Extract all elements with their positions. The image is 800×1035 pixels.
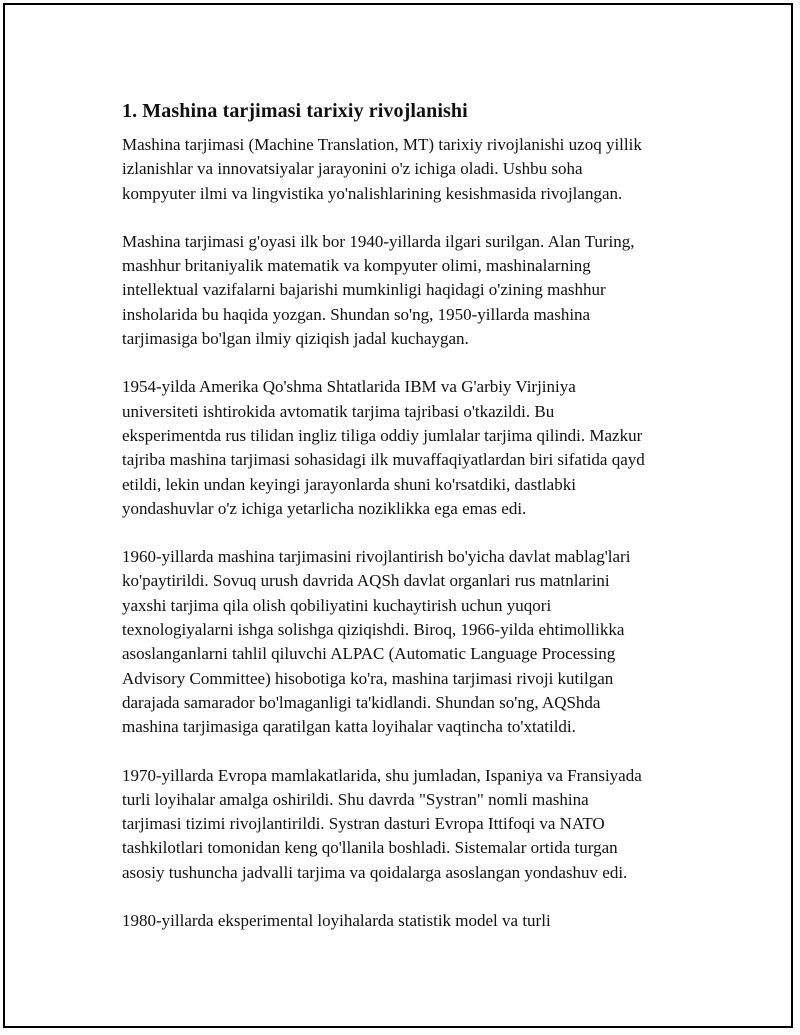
paragraph-1 [122,133,712,206]
section-title: 1. Mashina tarjimasi tarixiy rivojlanishi [122,100,468,122]
text-line: tashkilotlari tomonidan keng qo'llanila boshladi. Sistemalar ortida turgan [122,838,618,858]
paragraph-6 [122,909,712,933]
text-line: eksperimentda rus tilidan ingliz tiliga oddiy jumlalar tarjima qilindi. Mazkur [122,425,643,445]
text-line: mashina tarjimasiga qaratilgan katta loyihalar vaqtincha to'xtatildi. [122,717,576,737]
text-line: yondashuvlar o'z ichiga yetarlicha noziklikka ega emas edi. [122,498,527,518]
text-line: tajriba mashina tarjimasi sohasidagi ilk muvaffaqiyatlardan biri sifatida qayd [122,450,645,470]
paragraph-5 [122,764,712,885]
paragraph-2 [122,230,712,351]
text-line: 1960-yillarda mashina tarjimasini rivojlantirish bo'yicha davlat mablag'lari [122,547,631,567]
text-line: asoslanganlarni tahlil qiluvchi ALPAC (Automatic Language Processing [122,644,616,664]
paragraph-3 [122,375,712,521]
text-line: etildi, lekin undan keyingi jarayonlarda shuni ko'rsatdiki, dastlabki [122,474,576,494]
text-line: turli loyihalar amalga oshirildi. Shu davrda "Systran" nomli mashina [122,789,589,809]
text-line: darajada samarador bo'lmaganligi ta'kidlandi. Shundan so'ng, AQShda [122,692,601,712]
paragraph-4 [122,545,712,739]
document-body [122,97,712,957]
text-line: ko'paytirildi. Sovuq urush davrida AQSh davlat organlari rus matnlarini [122,571,610,591]
text-line: tarjimasi tizimi rivojlantirildi. Systran dasturi Evropa Ittifoqi va NATO [122,814,605,834]
text-line: texnologiyalarni ishga solishga qiziqishdi. Biroq, 1966-yilda ehtimollikka [122,620,625,640]
text-line: 1970-yillarda Evropa mamlakatlarida, shu jumladan, Ispaniya va Fransiyada [122,765,642,785]
text-line: asosiy tushuncha jadvalli tarjima va qoidalarga asoslangan yondashuv edi. [122,862,628,882]
text-line: 1954-yilda Amerika Qo'shma Shtatlarida IBM va G'arbiy Virjiniya [122,377,576,397]
text-line: Mashina tarjimasi (Machine Translation, MT) tarixiy rivojlanishi uzoq yillik [122,135,642,154]
text-line: tarjimasiga bo'lgan ilmiy qiziqish jadal kuchaygan. [122,329,469,349]
text-line: 1980-yillarda eksperimental loyihalarda statistik model va turli [122,911,551,931]
text-line: insholarida bu haqida yozgan. Shundan so'ng, 1950-yillarda mashina [122,304,591,324]
text-line: Advisory Committee) hisobotiga ko'ra, mashina tarjimasi rivoji kutilgan [122,668,614,688]
text-line: izlanishlar va innovatsiyalar jarayonini o'z ichiga oladi. Ushbu soha [122,159,583,179]
text-line: yaxshi tarjima qila olish qobiliyatini kuchaytirish uchun yuqori [122,595,552,615]
text-line: mashhur britaniyalik matematik va kompyuter olimi, mashinalarning [122,256,591,276]
page-frame [3,3,793,1028]
text-line: universiteti ishtirokida avtomatik tarjima tajribasi o'tkazildi. Bu [122,401,555,421]
text-line: intellektual vazifalarni bajarishi mumkinligi haqidagi o'zining mashhur [122,280,606,300]
text-line: kompyuter ilmi va lingvistika yo'nalishlarining kesishmasida rivojlangan. [122,183,623,203]
text-line: Mashina tarjimasi g'oyasi ilk bor 1940-yillarda ilgari surilgan. Alan Turing, [122,231,635,251]
